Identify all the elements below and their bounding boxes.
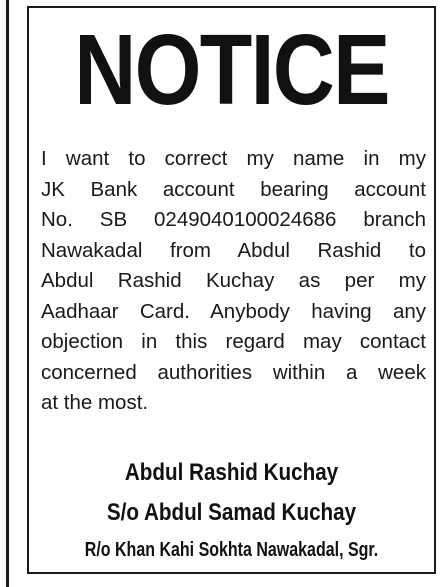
body-line: I want to correct my name in my	[41, 147, 426, 170]
body-line: objection in this regard may contact	[41, 330, 426, 353]
signatory-address: R/o Khan Kahi Sokhta Nawakadal, Sgr.	[84, 539, 379, 561]
column-divider-rule	[6, 0, 9, 587]
notice-heading: NOTICE	[74, 14, 389, 126]
signatory-name: Abdul Rashid Kuchay	[124, 459, 339, 486]
body-line: JK Bank account bearing account	[41, 177, 426, 201]
signatory-parentage: S/o Abdul Samad Kuchay	[106, 499, 357, 526]
body-line: Nawakadal from Abdul Rashid to	[41, 238, 426, 262]
body-line: Aadhaar Card. Anybody having any	[41, 299, 426, 323]
body-line: at the most.	[41, 391, 149, 414]
notice-body-text	[41, 144, 426, 419]
body-line: No. SB 0249040100024686 branch	[41, 208, 426, 231]
notice-advertisement-box	[27, 6, 436, 574]
body-line: concerned authorities within a week	[41, 360, 426, 384]
body-line: Abdul Rashid Kuchay as per my	[41, 269, 426, 292]
